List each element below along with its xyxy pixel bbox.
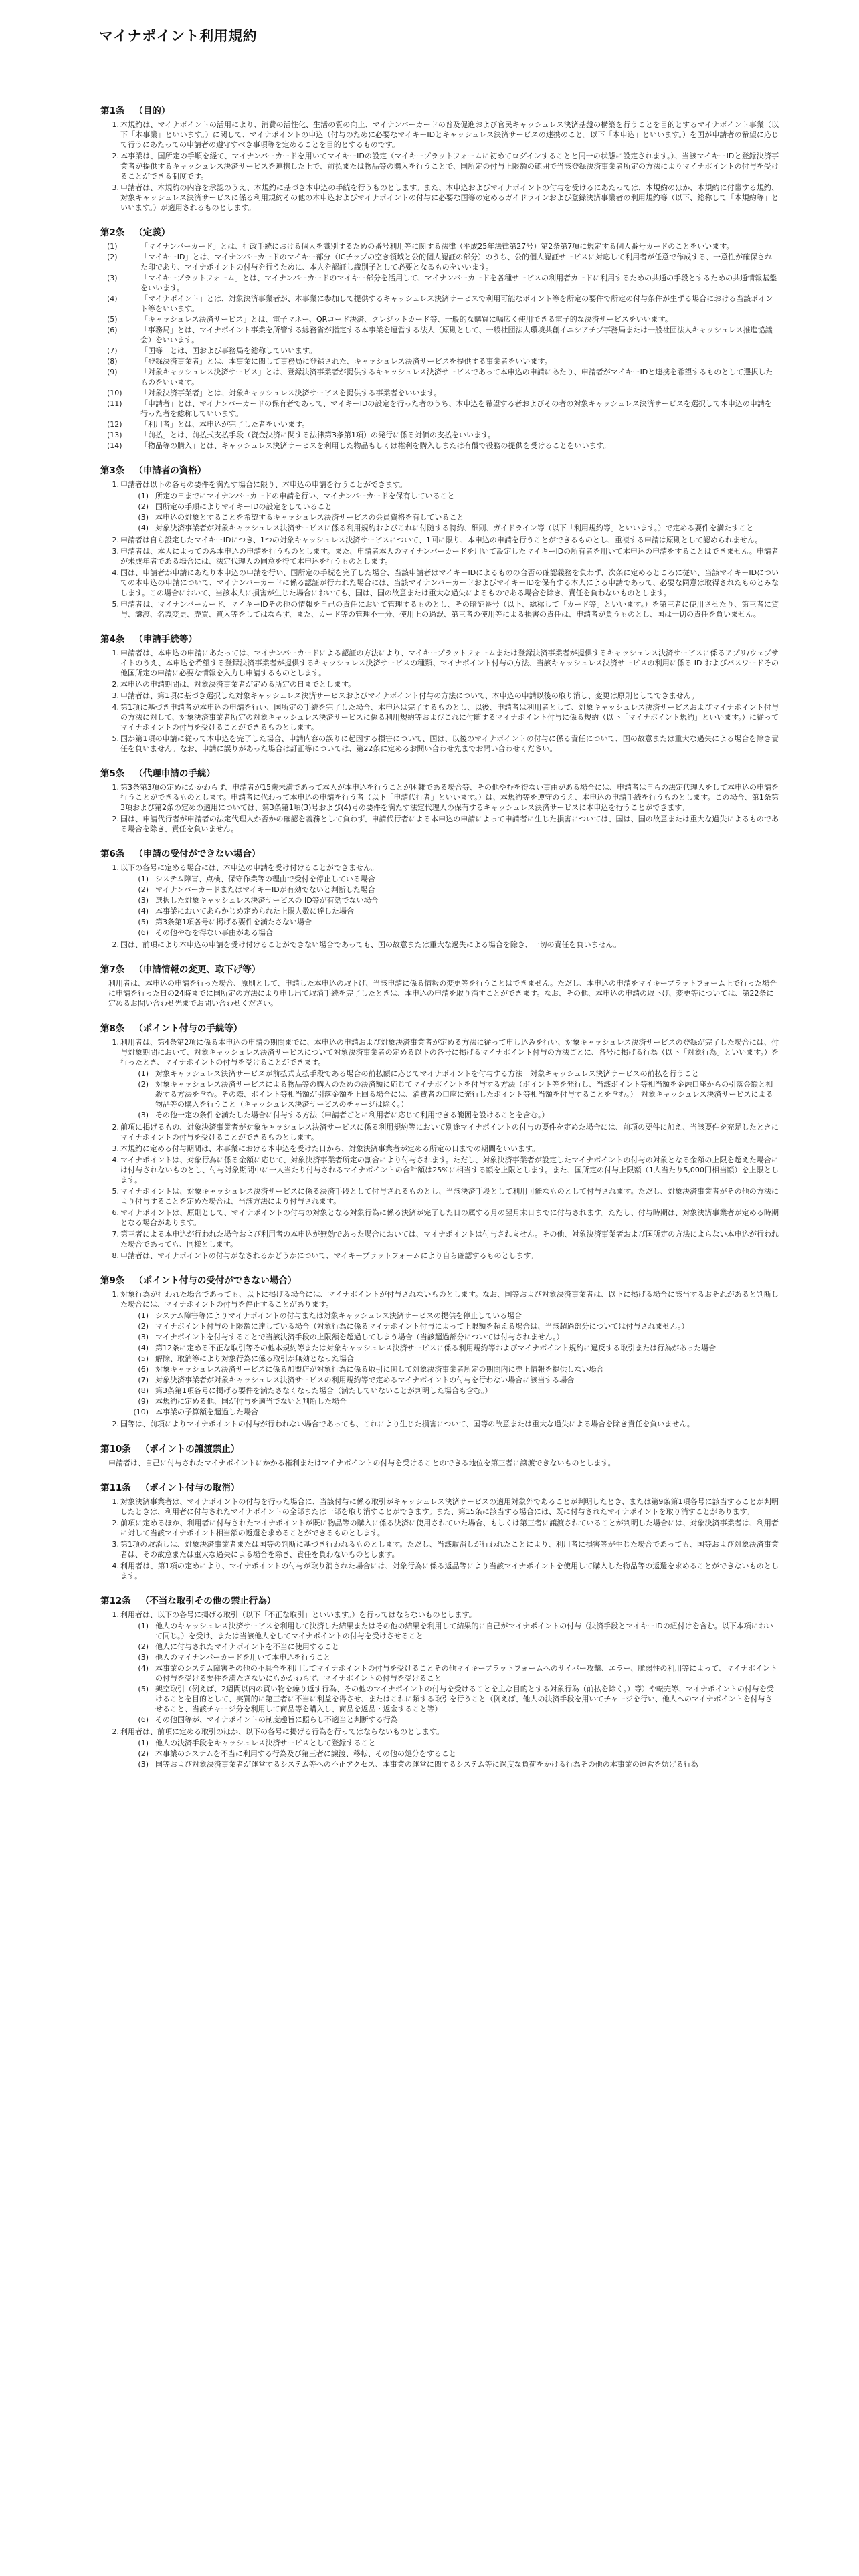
- sub-item-number: (8): [107, 357, 118, 366]
- sub-item: [100, 314, 779, 324]
- sub-item-text: 本事業の予算額を超過した場合: [155, 1408, 258, 1416]
- sub-item: [100, 1343, 779, 1353]
- clause-text: 国は、申請者が申請にあたり本申込の申請を行い、国所定の手続を完了した場合、当該申請者はマイキーIDによるものの合否の確認義務を負わず、次条に定めるところに従い、当該マイキーIDについての本申込の申請について、マイナンバーカードに係る認証が行われた場合には、当該マイナンバーカードおよびマイキーIDを保有する本人による申請であって、必要な同意は取得されたものとみなします。この場合において、当該本人に損害が生じた場合においても、国は、国の故意または重大な過失によるものである場合を除き、責任を負わないものとします。: [120, 568, 779, 597]
- clause-number: 2.: [112, 940, 119, 949]
- sub-item-number: (2): [138, 1080, 149, 1089]
- articles-container: [100, 103, 779, 1769]
- clause-number: 4.: [112, 568, 119, 577]
- sub-item-text: 対象キャッシュレス決済サービスによる物品等の購入のための決済額に応じてマイナポイントを付与する方法（ポイント等を発行し、当該ポイント等相当額を金融口座からの引落金額と相殺する方法を含む。その際、ポイント等相当額が引落金額を上回る場合には、消費者の口座に発行したポイント等相当額を付与することを含む。） 対象キャッシュレス決済サービスによる物品等の購入を行うこと（キャッシュレス決済サービスのチャージは除く。）: [155, 1080, 773, 1109]
- sub-item-number: (14): [107, 441, 122, 450]
- clause-text: 以下の各号に定める場合には、本申込の申請を受け付けることができません。: [120, 863, 379, 872]
- sub-item-text: 「マイナポイント」とは、対象決済事業者が、本事業に参加して提供するキャッシュレス決済サービスで利用可能なポイント等を所定の要件で所定の付与条件が生ずる場合における当該ポイント等をいいます。: [140, 294, 773, 313]
- article-caption: （申請手続等）: [134, 634, 197, 645]
- sub-item: [100, 1332, 779, 1342]
- sub-item: [100, 1759, 779, 1769]
- article-number: 第8条: [100, 1023, 125, 1034]
- clause: [100, 599, 779, 619]
- clause-number: 4.: [112, 1156, 119, 1164]
- sub-item: [100, 906, 779, 916]
- sub-item: [100, 430, 779, 440]
- sub-item-number: (6): [138, 1365, 149, 1374]
- clause-number: 5.: [112, 1187, 119, 1196]
- sub-item: [100, 294, 779, 314]
- clause-text: 申請者は以下の各号の要件を満たす場合に限り、本申込の申請を行うことができます。: [120, 480, 407, 489]
- sub-item: [100, 1354, 779, 1364]
- sub-item: [100, 419, 779, 429]
- article-caption: （ポイントの譲渡禁止）: [140, 1444, 240, 1455]
- article-number: 第2条: [100, 227, 125, 238]
- sub-item: [100, 502, 779, 512]
- article-heading: [100, 846, 779, 859]
- sub-item: [100, 1110, 779, 1120]
- clause: [100, 648, 779, 678]
- clause: [100, 183, 779, 213]
- clause-text: 第三者による本申込が行われた場合および利用者の本申込が無効であった場合においては、マイナポイントは付与されません。その他、対象決済事業者および国所定の方法によらない本申込が行われた場合であっても、同様とします。: [120, 1230, 779, 1249]
- sub-item-text: 対象キャッシュレス決済サービスが前払式支払手段である場合の前払額に応じてマイナポイントを付与する方法 対象キャッシュレス決済サービスの前払を行うこと: [155, 1069, 699, 1078]
- sub-item-text: 「マイナンバーカード」とは、行政手続における個人を識別するための番号利用等に関する法律（平成25年法律第27号）第2条第7項に規定する個人番号カードのことをいいます。: [140, 242, 734, 251]
- sub-item: [100, 1749, 779, 1759]
- sub-item-number: (2): [138, 502, 149, 511]
- article-heading: [100, 962, 779, 975]
- clause-text: 申請者は、マイナンバーカード、マイキーIDその他の情報を自己の責任において管理するものとし、その暗証番号（以下、総称して「カード等」といいます。）を第三者に使用させたり、第三者に貸与、譲渡、名義変更、売買、質入等をしてはならず、また、カード等の管理不十分、使用上の過誤、第三者の使用等による損害の責任は、申請者が負うものとし、国は一切の責任を負いません。: [120, 600, 779, 619]
- sub-item-number: (4): [138, 1664, 149, 1673]
- clause-text: 利用者は、第1項の定めにより、マイナポイントの付与が取り消された場合には、対象行為に係る返品等により当該マイナポイントを使用して購入した物品等の返還を求めることができないものとします。: [120, 1562, 779, 1580]
- sub-item-number: (7): [107, 346, 118, 355]
- sub-item-list: [100, 241, 779, 451]
- clause: [100, 702, 779, 732]
- sub-item-number: (4): [138, 524, 149, 532]
- clause: [100, 151, 779, 181]
- sub-item-number: (5): [107, 315, 118, 324]
- sub-item-number: (11): [107, 399, 122, 408]
- sub-item: [100, 1311, 779, 1321]
- clause: [100, 691, 779, 701]
- article: [100, 1593, 779, 1769]
- sub-item-number: (12): [107, 420, 122, 429]
- article: [100, 1480, 779, 1581]
- clause: [100, 1229, 779, 1249]
- sub-item-text: 国等および対象決済事業者が運営するシステム等への不正アクセス、本事業の運営に関するシステム等に過度な負荷をかける行為その他の本事業の運営を妨げる行為: [155, 1760, 698, 1769]
- clause: [100, 546, 779, 566]
- sub-item-list: [100, 874, 779, 938]
- sub-item-number: (1): [138, 1311, 149, 1320]
- sub-item: [100, 1715, 779, 1725]
- sub-item-text: 他人の決済手段をキャッシュレス決済サービスとして登録すること: [155, 1739, 376, 1747]
- clause-text: 申請者は、本人によってのみ本申込の申請を行うものとします。また、申請者本人のマイナンバーカードを用いて設定したマイキーIDの所有者を用いて本申込の申請をすることはできません。申請者が未成年者である場合には、法定代理人の同意を得て本申込を行うものとします。: [120, 547, 779, 566]
- clause-number: 5.: [112, 734, 119, 743]
- sub-item: [100, 1364, 779, 1374]
- sub-item-text: 第3条第1項各号に掲げる要件を満たさない場合: [155, 918, 312, 926]
- sub-item-number: (4): [107, 294, 118, 303]
- article-heading: [100, 1273, 779, 1286]
- sub-item-number: (2): [107, 253, 118, 261]
- article-number: 第6条: [100, 849, 125, 859]
- sub-item-text: マイナポイントを付与することで当該決済手段の上限額を超過してしまう場合（当該超過部分については付与されません。）: [155, 1333, 564, 1341]
- sub-item-text: 本事業のシステム障害その他の不具合を利用してマイナポイントの付与を受けることその他マイキープラットフォームへのサイバー攻撃、エラー、脆弱性の利用等によって、マイナポイントの付与を受ける要件を満たさないにもかかわらず、マイナポイントの付与を受けること: [155, 1664, 777, 1683]
- clause-number: 3.: [112, 1540, 119, 1549]
- sub-item: [100, 325, 779, 345]
- article-heading: [100, 1480, 779, 1493]
- sub-item-number: (2): [138, 1322, 149, 1331]
- clause: [100, 679, 779, 689]
- article: [100, 1273, 779, 1429]
- article: [100, 846, 779, 950]
- clause-text: 本事業は、国所定の手順を経て、マイナンバーカードを用いてマイキーIDの設定（マイキープラットフォームに初めてログインすることと同一の状態に設定されます。）、当該マイキーIDと登録決済事業者が提供するキャッシュレス決済サービスを連携した上で、前払または物品等の購入を行うことで、国所定の付与上限額の範囲で当該登録決済事業者所定の方法によりマイナポイントの付与を受けることができる制度です。: [120, 152, 779, 181]
- sub-item-text: 本事業においてあらかじめ定められた上限人数に達した場合: [155, 907, 354, 916]
- clause: [100, 1251, 779, 1261]
- article-heading: [100, 1441, 779, 1455]
- clause-text: 対象決済事業者は、マイナポイントの付与を行った場合に、当該付与に係る取引がキャッシュレス決済サービスの適用対象外であることが判明したとき、または第9条第1項各号に該当することが判明したときは、利用者に付与されたマイナポイントの全部または一部を取り消すことができます。また、第15条に該当する場合には、既に付与されたマイナポイントを取り消すことがあります。: [120, 1497, 779, 1516]
- sub-item: [100, 523, 779, 533]
- sub-item-number: (3): [138, 1333, 149, 1341]
- clause-text: 本規約に定める付与期間は、本事業における本申込を受けた日から、対象決済事業者が定める所定の日までの期間をいいます。: [120, 1144, 540, 1153]
- article-heading: [100, 463, 779, 476]
- sub-item-text: 対象決済事業者が対象キャッシュレス決済サービスに係る利用規約およびこれに付随する特約、細則、ガイドライン等（以下「利用規約等」といいます。）で定める要件を満たすこと: [155, 524, 754, 532]
- article-caption: （代理申請の手続）: [134, 768, 215, 779]
- page-title: マイナポイント利用規約: [99, 28, 258, 44]
- sub-item-number: (6): [107, 326, 118, 334]
- clause: [100, 1155, 779, 1185]
- clause: [100, 1497, 779, 1517]
- clause: [100, 120, 779, 150]
- article: [100, 766, 779, 834]
- sub-item: [100, 388, 779, 398]
- sub-item-number: (8): [138, 1386, 149, 1395]
- sub-item-number: (1): [138, 492, 149, 500]
- sub-item-text: 「対象キャッシュレス決済サービス」とは、登録決済事業者が提供するキャッシュレス決済サービスであって本申込の申請にあたり、申請者がマイキーIDと連携を希望するものとして選択したものをいいます。: [140, 368, 773, 387]
- sub-item-number: (1): [138, 875, 149, 883]
- clause: [100, 1037, 779, 1067]
- clause-number: 2.: [112, 815, 119, 823]
- sub-item-text: 「マイキーID」とは、マイナンバーカードのマイキー部分（ICチップの空き領域と公的個人認証の部分）のうち、公的個人認証サービスに対応して利用者が任意で作成する、一意性が確保された印であり、マイナポイントの付与を行うために、本人を認証し識別子として必要となるものをいいます。: [140, 253, 773, 272]
- clause-number: 1.: [112, 1610, 119, 1619]
- sub-item: [100, 1407, 779, 1417]
- sub-item-list: [100, 1069, 779, 1120]
- clause-text: 国は、申請代行者が申請者の法定代理人か否かの確認を義務として負わず、申請代行者による本申込の申請によって申請者に生じた損害については、国は、国の故意または重大な過失によるものである場合を除き、責任を負いません。: [120, 815, 779, 833]
- clause: [100, 1518, 779, 1538]
- sub-item: [100, 1621, 779, 1641]
- clause-text: 利用者は、前項に定める取引のほか、以下の各号に掲げる行為を行ってはならないものとします。: [120, 1727, 444, 1736]
- sub-item-number: (3): [138, 513, 149, 522]
- sub-item: [100, 928, 779, 938]
- sub-item-number: (1): [138, 1069, 149, 1078]
- clause: [100, 734, 779, 754]
- sub-item-text: 本申込の対象とすることを希望するキャッシュレス決済サービスの会員資格を有していること: [155, 513, 464, 522]
- sub-item-list: [100, 1621, 779, 1725]
- article-heading: [100, 103, 779, 116]
- clause-number: 3.: [112, 1144, 119, 1153]
- sub-item-text: 「事務局」とは、マイナポイント事業を所管する総務省が指定する本事業を運営する法人（原則として、一般社団法人環境共創イニシアチブ事務局または一般社団法人キャッシュレス推進協議会）をいいます。: [140, 326, 773, 344]
- sub-item: [100, 273, 779, 293]
- sub-item: [100, 399, 779, 419]
- sub-item-text: 解除、取消等により対象行為に係る取引が無効となった場合: [155, 1354, 354, 1363]
- article-caption: （申請者の資格）: [134, 465, 207, 476]
- article-number: 第3条: [100, 465, 125, 476]
- article-number: 第9条: [100, 1275, 125, 1286]
- sub-item-number: (10): [133, 1408, 149, 1416]
- clause-number: 1.: [112, 783, 119, 792]
- article: [100, 1441, 779, 1468]
- clause: [100, 1186, 779, 1206]
- sub-item: [100, 1652, 779, 1662]
- sub-item-text: システム障害等によりマイナポイントの付与または対象キャッシュレス決済サービスの提供を停止している場合: [155, 1311, 522, 1320]
- clause-number: 1.: [112, 649, 119, 657]
- clause-text: 本申込の申請期間は、対象決済事業者が定める所定の日までとします。: [120, 680, 356, 689]
- article-number: 第4条: [100, 634, 125, 645]
- sub-item-number: (3): [138, 1760, 149, 1769]
- clause-number: 1.: [112, 1497, 119, 1506]
- sub-item-text: 第3条第1項各号に掲げる要件を満たさなくなった場合（満たしていないことが判明した場合も含む。）: [155, 1386, 492, 1395]
- clause-text: 利用者は、以下の各号に掲げる取引（以下「不正な取引」といいます。）を行ってはならないものとします。: [120, 1610, 476, 1619]
- sub-item-text: 本規約に定める他、国が付与を適当でないと判断した場合: [155, 1397, 347, 1406]
- sub-item-number: (4): [138, 1344, 149, 1352]
- article-paragraph: 利用者は、本申込の申請を行った場合、原則として、申請した本申込の取下げ、当該申請に係る情報の変更等を行うことはできません。ただし、本申込の申請をマイキープラットフォーム上で行った場合に申請を行った日の24時までに国所定の方法により申し出て取消手続を完了したときは、本申込の申請を取り消すことができます。なお、その他、本申込の申請の取下げ、変更等については、第22条に定めるお問い合わせ先までお問い合わせください。: [108, 979, 777, 1008]
- sub-item-number: (9): [107, 368, 118, 377]
- article-heading: [100, 631, 779, 645]
- clause: [100, 1727, 779, 1737]
- article-number: 第7条: [100, 964, 125, 975]
- article-heading: [100, 766, 779, 779]
- sub-item-text: 選択した対象キャッシュレス決済サービスの ID等が有効でない場合: [155, 896, 379, 905]
- sub-item: [100, 874, 779, 884]
- sub-item-text: 「マイキープラットフォーム」とは、マイナンバーカードのマイキー部分を活用して、マイナンバーカードを各種サービスの利用者カードに利用するための共通の手段とするための共通情報基盤をいいます。: [140, 274, 777, 292]
- sub-item-number: (10): [107, 389, 122, 397]
- clause-text: 国が第1項の申請に従って本申込を完了した場合、申請内容の誤りに起因する損害について、国は、以後のマイナポイントの付与に係る責任について、国の故意または重大な過失による場合を除き責任を負いません。なお、申請に誤りがあった場合は訂正等については、第22条に定めるお問い合わせ先までお問い合わせください。: [120, 734, 779, 753]
- clause-text: 第1項に基づき申請者が本申込の申請を行い、国所定の手続を完了した場合、本申込は完了するものとし、以後、申請者は利用者として、対象キャッシュレス決済サービスおよびマイナポイント付与の方法に対して、対象決済事業者所定の対象キャッシュレス決済サービスに係る利用規約等およびこれに付随するマイナポイント付与に係る規約（以下「マイナポイント規約」といいます。）に従ってマイナポイントの付与を受けることができるものとします。: [120, 703, 779, 732]
- sub-item-text: 架空取引（例えば、2週間以内の買い物を繰り返す行為、その他のマイナポイントの付与を受けることを主な目的とする対象行為（前払を除く。）等）や転売等、マイナポイントの付与を受けることを目的として、実質的に第三者に不当に利益を得させ、またはこれに類する取引を行うこと（例えば、他人の決済手段を用いてチャージを行い、他人へのマイナポイントを付与させること、当該チャージ分を利用して商品等を購入し、商品を返品・返金すること等）: [155, 1685, 774, 1713]
- sub-item-text: 「対象決済事業者」とは、対象キャッシュレス決済サービスを提供する事業者をいいます。: [140, 389, 442, 397]
- article-number: 第5条: [100, 768, 125, 779]
- sub-item-text: 本事業のシステムを不当に利用する行為及び第三者に譲渡、移転、その他の処分をすること: [155, 1749, 456, 1758]
- clause-number: 3.: [112, 183, 119, 192]
- sub-item-number: (3): [107, 274, 118, 282]
- clause: [100, 1122, 779, 1142]
- clause-number: 1.: [112, 480, 119, 489]
- sub-item-text: 国所定の手順によりマイキーIDの設定をしていること: [155, 502, 332, 511]
- sub-item-text: 他人に付与されたマイナポイントを不当に使用すること: [155, 1642, 339, 1651]
- clause: [100, 782, 779, 813]
- clause: [100, 814, 779, 834]
- article-caption: （ポイント付与の手続等）: [134, 1023, 243, 1034]
- clause: [100, 535, 779, 545]
- sub-item-number: (3): [138, 1653, 149, 1662]
- clause-number: 2.: [112, 1519, 119, 1527]
- clause: [100, 1610, 779, 1620]
- sub-item-text: 対象決済事業者が対象キャッシュレス決済サービスの利用規約等で定めるマイナポイントの付与を行わない場合に該当する場合: [155, 1376, 575, 1384]
- article-number: 第1条: [100, 106, 125, 116]
- sub-item: [100, 346, 779, 356]
- clause-number: 3.: [112, 547, 119, 556]
- article-number: 第11条: [100, 1483, 131, 1493]
- sub-item-text: 他人のキャッシュレス決済サービスを利用して決済した結果またはその他の結果を利用して結果的に自己がマイナポイントの付与（決済手段とマイキーIDの紐付けを含む。以下本項において同じ。）を受け、または当該他人をしてマイナポイントの付与を受けさせること: [155, 1622, 773, 1640]
- sub-item: [100, 895, 779, 905]
- sub-item-number: (1): [138, 1739, 149, 1747]
- sub-item-text: 他人のマイナンバーカードを用いて本申込を行うこと: [155, 1653, 331, 1662]
- sub-item: [100, 885, 779, 895]
- clause: [100, 1208, 779, 1228]
- clause-number: 8.: [112, 1251, 119, 1260]
- sub-item-list: [100, 491, 779, 533]
- clause-text: マイナポイントは、原則として、マイナポイントの付与の対象となる対象行為に係る決済が完了した日の属する月の翌月末日までに付与されます。ただし、付与時期は、対象決済事業者が定める時期となる場合があります。: [120, 1208, 779, 1227]
- clause-text: 申請者は、本申込の申請にあたっては、マイナンバーカードによる認証の方法により、マイキープラットフォームまたは登録決済事業者が提供するキャッシュレス決済サービスに係るアプリ/ウェブサイトのうえ、本申込を希望する登録決済事業者が提供するキャッシュレス決済サービスの種類、マイナポイント付与の方法、当該キャッシュレス決済サービスの利用に係る ID およびパスワードその他国所定の申請に必要な情報を入力し申請するものとします。: [120, 649, 779, 677]
- sub-item-number: (5): [138, 1354, 149, 1363]
- clause-number: 1.: [112, 1038, 119, 1047]
- article-caption: （定義）: [134, 227, 171, 238]
- article-paragraph: 申請者は、自己に付与されたマイナポイントにかかる権利またはマイナポイントの付与を受けることのできる地位を第三者に譲渡できないものとします。: [108, 1459, 615, 1467]
- clause: [100, 1561, 779, 1581]
- sub-item-text: 「利用者」とは、本申込が完了した者をいいます。: [140, 420, 310, 429]
- article-caption: （不当な取引その他の禁止行為）: [140, 1596, 276, 1606]
- sub-item-number: (3): [138, 1111, 149, 1119]
- clause-number: 2.: [112, 1727, 119, 1736]
- sub-item: [100, 1396, 779, 1406]
- sub-item: [100, 1663, 779, 1683]
- article-caption: （ポイント付与の受付ができない場合）: [134, 1275, 297, 1286]
- article: [100, 463, 779, 619]
- sub-item: [100, 356, 779, 366]
- sub-item: [100, 1386, 779, 1396]
- article-heading: [100, 1021, 779, 1034]
- clause-number: 2.: [112, 152, 119, 160]
- clause: [100, 1419, 779, 1429]
- sub-item-number: (4): [138, 907, 149, 916]
- sub-item: [100, 367, 779, 387]
- clause-number: 4.: [112, 1562, 119, 1570]
- article-heading: [100, 1593, 779, 1606]
- clause-text: 申請者は、第1項に基づき選択した対象キャッシュレス決済サービスおよびマイナポイント付与の方法について、本申込の申請以後の取り消し、変更は原則としてできません。: [120, 691, 699, 700]
- clause: [100, 863, 779, 873]
- clause-text: 申請者は、本規約の内容を承認のうえ、本規約に基づき本申込の手続を行うものとします。また、本申込およびマイナポイントの付与を受けるにあたっては、本規約のほか、本規約に付帯する規約、対象キャッシュレス決済サービスに係る利用規約その他の本申込およびマイナポイントの付与に必要な国等の定めるガイドラインおよび登録決済事業者の利用規約等（以下、総称して「本規約等」といいます。）が適用されるものとします。: [120, 183, 779, 212]
- clause-text: 対象行為が行われた場合であっても、以下に掲げる場合には、マイナポイントが付与されないものとします。なお、国等および対象決済事業者は、以下に掲げる場合に該当するおそれがあると判断した場合には、マイナポイントの付与を停止することがあります。: [120, 1290, 779, 1309]
- clause-text: 申請者は、マイナポイントの付与がなされるかどうかについて、マイキープラットフォームにより自ら確認するものとします。: [120, 1251, 538, 1260]
- sub-item-number: (2): [138, 1749, 149, 1758]
- clause-number: 1.: [112, 863, 119, 872]
- sub-item-text: 「申請者」とは、マイナンバーカードの保有者であって、マイキーIDの設定を行った者のうち、本申込を希望する者およびその者の対象キャッシュレス決済サービスを選択して本申込の申請を行った者を総称していいます。: [140, 399, 772, 418]
- clause-text: 第1項の取消しは、対象決済事業者または国等の判断に基づき行われるものとします。ただし、当該取消しが行われたことにより、利用者に損害等が生じた場合であっても、国等および対象決済事業者は、その故意または重大な過失による場合を除き、責任を負わないものとします。: [120, 1540, 779, 1559]
- sub-item-list: [100, 1738, 779, 1769]
- clause-number: 6.: [112, 1208, 119, 1217]
- article-number: 第10条: [100, 1444, 131, 1455]
- article-caption: （申請の受付ができない場合）: [134, 849, 261, 859]
- clause-number: 1.: [112, 120, 119, 129]
- clause-number: 2.: [112, 536, 119, 544]
- sub-item: [100, 1079, 779, 1109]
- sub-item-number: (7): [138, 1376, 149, 1384]
- sub-item-number: (6): [138, 1715, 149, 1724]
- clause: [100, 568, 779, 598]
- sub-item: [100, 1684, 779, 1714]
- sub-item: [100, 491, 779, 501]
- sub-item: [100, 917, 779, 927]
- sub-item-text: 「物品等の購入」とは、キャッシュレス決済サービスを利用した物品もしくは権利を購入しまたは有償で役務の提供を受けることをいいます。: [140, 441, 611, 450]
- clause-text: 前項に定めるほか、利用者に付与されたマイナポイントが既に物品等の購入に係る決済に使用されていた場合、もしくは第三者に譲渡されていることが判明した場合には、対象決済事業者は、利用者に対して当該マイナポイント相当額の返還を求めることができるものとします。: [120, 1519, 779, 1537]
- clause-text: 国等は、前項によりマイナポイントの付与が行われない場合であっても、これにより生じた損害について、国等の故意または重大な過失による場合を除き責任を負いません。: [120, 1420, 694, 1428]
- sub-item-text: 第12条に定める不正な取引等その他本規約等または対象キャッシュレス決済サービスに係る利用規約等およびマイナポイント規約に違反する取引または行為があった場合: [155, 1344, 717, 1352]
- clause: [100, 940, 779, 950]
- clause: [100, 1289, 779, 1309]
- clause-text: 申請者は自ら設定したマイキーIDにつき、1つの対象キャッシュレス決済サービスについて、1回に限り、本申込の申請を行うことができるものとし、重複する申請は原則として認められません。: [120, 536, 763, 544]
- article: [100, 1021, 779, 1261]
- sub-item-number: (9): [138, 1397, 149, 1406]
- article-caption: （ポイント付与の取消）: [140, 1483, 240, 1493]
- article-heading: [100, 225, 779, 238]
- sub-item-number: (5): [138, 1685, 149, 1693]
- sub-item-text: 「キャッシュレス決済サービス」とは、電子マネー、QRコード決済、クレジットカード等、一般的な購買に幅広く使用できる電子的な決済サービスをいいます。: [140, 315, 672, 324]
- article: [100, 631, 779, 754]
- sub-item-number: (3): [138, 896, 149, 905]
- clause: [100, 1144, 779, 1154]
- clause-text: マイナポイントは、対象キャッシュレス決済サービスに係る決済手段として付与されるものとし、当該決済手段として利用可能なものとして付与されます。ただし、対象決済事業者がその他の方法により付与することを定めた場合は、当該方法により付与されます。: [120, 1187, 779, 1206]
- clause-number: 1.: [112, 1290, 119, 1299]
- sub-item-number: (2): [138, 1642, 149, 1651]
- article: [100, 103, 779, 213]
- sub-item: [100, 1069, 779, 1079]
- article-caption: （目的）: [134, 106, 171, 116]
- sub-item-text: マイナンバーカードまたはマイキーIDが有効でないと判断した場合: [155, 885, 375, 894]
- sub-item-text: マイナポイント付与の上限額に達している場合（対象行為に係るマイナポイント付与によって上限額を超える場合は、当該超過部分については付与されません。）: [155, 1322, 689, 1331]
- sub-item-text: その他一定の条件を満たした場合に付与する方法（申請者ごとに利用者に応じて利用できる範囲を設けることを含む。）: [155, 1111, 549, 1119]
- clause: [100, 1539, 779, 1560]
- clause-number: 7.: [112, 1230, 119, 1239]
- sub-item-text: その他国等が、マイナポイントの制度趣旨に照らし不適当と判断する行為: [155, 1715, 398, 1724]
- sub-item: [100, 1738, 779, 1748]
- sub-item-number: (5): [138, 918, 149, 926]
- sub-item-number: (1): [138, 1622, 149, 1630]
- sub-item-number: (2): [138, 885, 149, 894]
- clause-number: 2.: [112, 680, 119, 689]
- clause-text: マイナポイントは、対象行為に係る金額に応じて、対象決済事業者所定の割合により付与されます。ただし、対象決済事業者が設定したマイナポイントの付与の対象となる金額の上限を超えた場合には付与されないものとし、付与対象期間中に一人当たり付与されるマイナポイントの合計額は25%に相当する額を上限とします。また、国所定の付与上限額（1人当たり5,000円相当額）を上限とします。: [120, 1156, 779, 1184]
- clause-number: 4.: [112, 703, 119, 712]
- clause-text: 本規約は、マイナポイントの活用により、消費の活性化、生活の質の向上、マイナンバーカードの普及促進および官民キャッシュレス決済基盤の構築を行うことを目的とするマイナポイント事業（以下「本事業」といいます。）に関して、マイナポイントの申込（付与のために必要なマイキーIDとキャッシュレス決済サービスの連携のこと。以下「本申込」といいます。）を国が申請者の希望に応じて行うにあたっての申請者の遵守すべき事項等を定めることを目的とするものです。: [120, 120, 779, 149]
- sub-item: [100, 241, 779, 251]
- clause-text: 国は、前項により本申込の申請を受け付けることができない場合であっても、国の故意または重大な過失による場合を除き、一切の責任を負いません。: [120, 940, 622, 949]
- clause-number: 2.: [112, 1420, 119, 1428]
- sub-item: [100, 1321, 779, 1331]
- article: [100, 962, 779, 1008]
- clause-number: 3.: [112, 691, 119, 700]
- sub-item-text: 「登録決済事業者」とは、本事業に関して事務局に登録された、キャッシュレス決済サービスを提供する事業者をいいます。: [140, 357, 552, 366]
- article-caption: （申請情報の変更、取下げ等）: [134, 964, 261, 975]
- sub-item: [100, 252, 779, 272]
- sub-item: [100, 1375, 779, 1385]
- clause-text: 前項に掲げるもの、対象決済事業者が対象キャッシュレス決済サービスに係る利用規約等において別途マイナポイントの付与の要件を定めた場合には、前項の要件に加え、当該要件を充足したときにマイナポイントの付与を受けることができるものとします。: [120, 1123, 779, 1142]
- sub-item-text: 「国等」とは、国および事務局を総称していいます。: [140, 346, 317, 355]
- sub-item-text: 対象キャッシュレス決済サービスに係る加盟店が対象行為に係る取引に関して対象決済事業者所定の期間内に売上情報を提供しない場合: [155, 1365, 604, 1374]
- sub-item: [100, 512, 779, 522]
- sub-item: [100, 441, 779, 451]
- sub-item-list: [100, 1311, 779, 1417]
- sub-item-text: その他やむを得ない事由がある場合: [155, 928, 273, 937]
- clause-number: 2.: [112, 1123, 119, 1132]
- sub-item-number: (13): [107, 431, 122, 439]
- clause: [100, 479, 779, 490]
- sub-item-text: 所定の日までにマイナンバーカードの申請を行い、マイナンバーカードを保有していること: [155, 492, 455, 500]
- clause-text: 利用者は、第4条第2項に係る本申込の申請の期間までに、本申込の申請および対象決済事業者が定める方法に従って申し込みを行い、対象キャッシュレス決済サービスの登録が完了した場合には、付与対象期間において、対象キャッシュレス決済サービスについて対象決済事業者の定める以下の各号に掲げるマイナポイント付与の方法ごとに、各号に掲げる行為（以下「対象行為」といいます。）を行ったとき、マイナポイントの付与を受けることができます。: [120, 1038, 779, 1067]
- article-number: 第12条: [100, 1596, 131, 1606]
- sub-item-number: (1): [107, 242, 118, 251]
- article: [100, 225, 779, 451]
- clause-text: 第3条第3項の定めにかかわらず、申請者が15歳未満であって本人が本申込を行うことが困難である場合等、その他やむを得ない事由がある場合には、申請者は自らの法定代理人をして本申込の申請を行うことができるものとします。申請者に代わって本申込の申請を行う者（以下「申請代行者」といいます。）は、本規約等を遵守のうえ、本申込の申請手続を行うものとします。この場合、第1条第3項および第2条の定めの適用については、第3条第1項(3)号および(4)号の要件を満たす法定代理人の保有するキャッシュレス決済サービスに本申込を行うことができます。: [120, 783, 779, 812]
- clause-number: 5.: [112, 600, 119, 609]
- sub-item-text: システム障害、点検、保守作業等の理由で受付を停止している場合: [155, 875, 375, 883]
- sub-item-text: 「前払」とは、前払式支払手段（資金決済に関する法律第3条第1項）の発行に係る対価の支払をいいます。: [140, 431, 496, 439]
- sub-item: [100, 1642, 779, 1652]
- sub-item-number: (6): [138, 928, 149, 937]
